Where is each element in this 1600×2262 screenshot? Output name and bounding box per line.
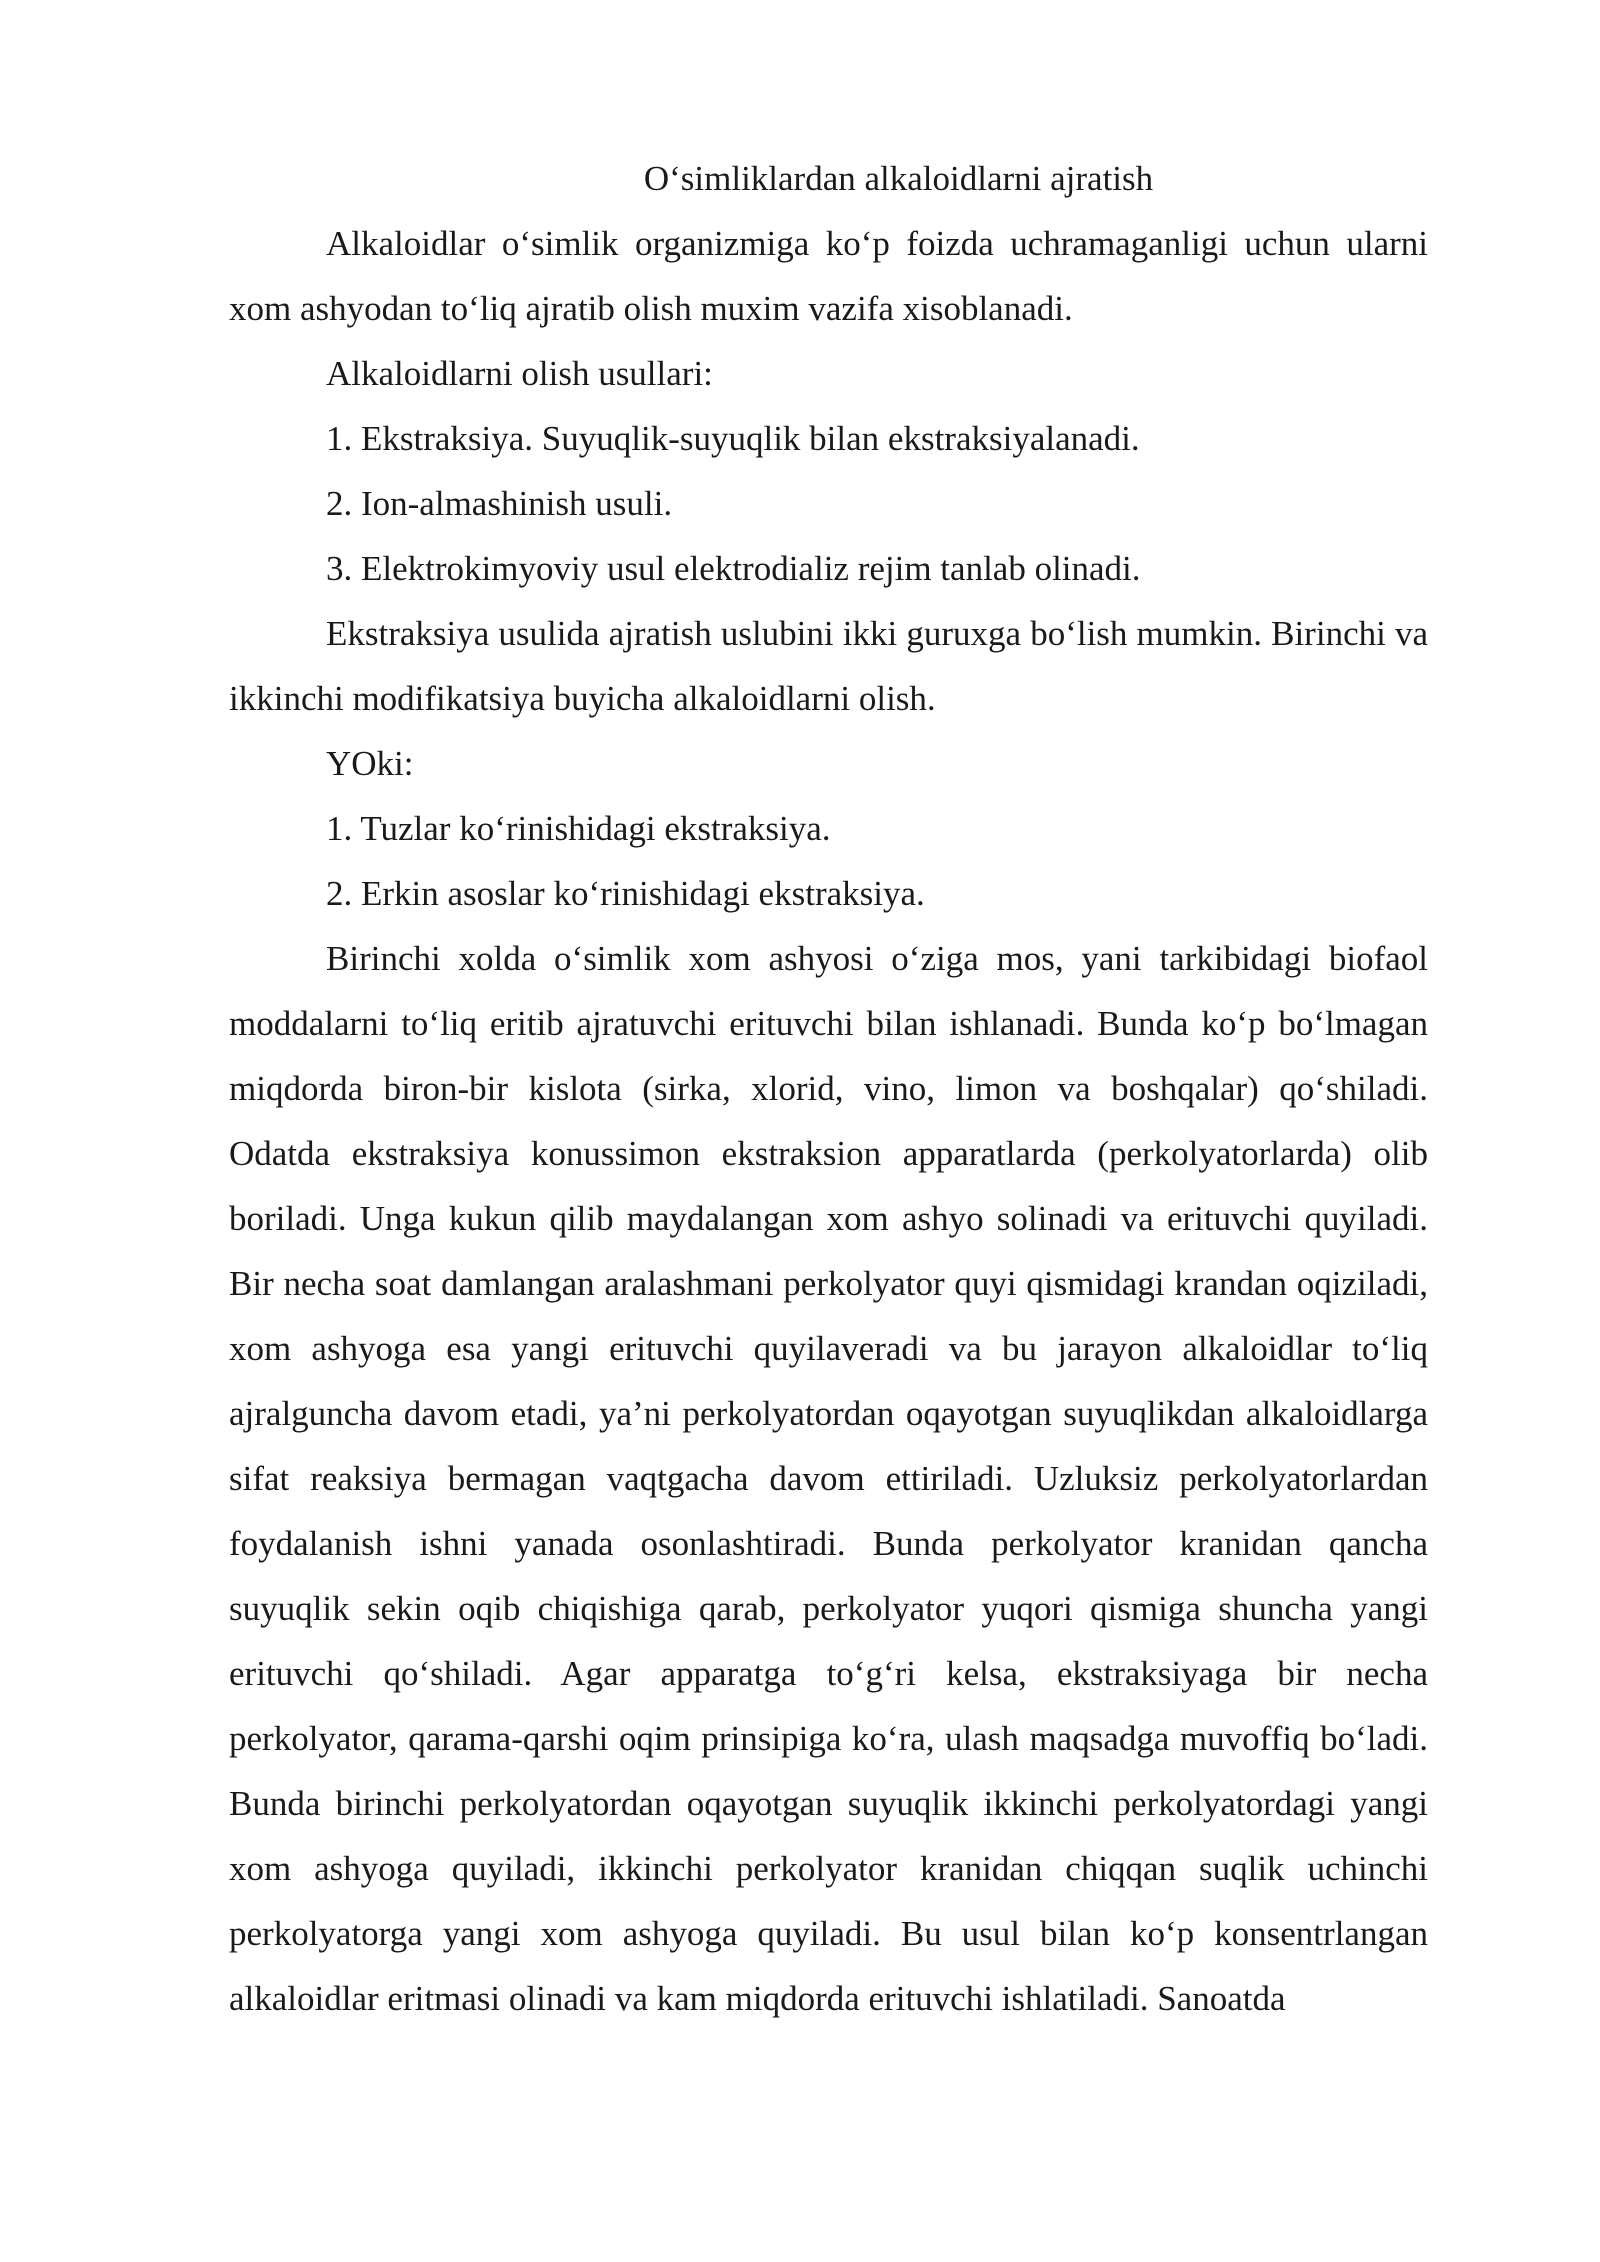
paragraph-methods-heading: Alkaloidlarni olish usullari: (326, 354, 713, 393)
document-title: O‘simliklardan alkaloidlarni ajratish (643, 159, 1154, 198)
paragraph-extraction-groups: Ekstraksiya usulida ajratish uslubini ikki guruxga bo‘lish mumkin. Birinchi va ikkinchi modifikatsiya buyicha alkaloidlarni olish. (229, 614, 1428, 718)
list-item-extraction-2: 2. Erkin asoslar ko‘rinishidagi ekstraksiya. (326, 874, 925, 913)
list-item-method-1: 1. Ekstraksiya. Suyuqlik-suyuqlik bilan ekstraksiyalanadi. (326, 419, 1140, 458)
paragraph-or: YOki: (326, 744, 414, 783)
list-item-extraction-1: 1. Tuzlar ko‘rinishidagi ekstraksiya. (326, 809, 831, 848)
list-item-method-2: 2. Ion-almashinish usuli. (326, 484, 673, 523)
paragraph-intro: Alkaloidlar o‘simlik organizmiga ko‘p foizda uchramaganligi uchun ularni xom ashyodan to‘liq ajratib olish muxim vazifa xisoblanadi. (229, 224, 1428, 328)
document-body (229, 146, 1428, 2031)
paragraph-first-case: Birinchi xolda o‘simlik xom ashyosi o‘ziga mos, yani tarkibidagi biofaol moddalarni to‘liq eritib ajratuvchi erituvchi bilan ishlanadi. Bunda ko‘p bo‘lmagan miqdorda biron-bir kislota (sirka, xlorid, vino, limon va boshqalar) qo‘shiladi. Odatda ekstraksiya konussimon ekstraksion apparatlarda (perkolyatorlarda) olib boriladi. Unga kukun qilib maydalangan xom ashyo solinadi va erituvchi quyiladi. Bir necha soat damlangan aralashmani perkolyator quyi qismidagi krandan oqiziladi, xom ashyoga esa yangi erituvchi quyilaveradi va bu jarayon alkaloidlar to‘liq ajralguncha davom etadi, ya’ni perkolyatordan oqayotgan suyuqlikdan alkaloidlarga sifat reaksiya bermagan vaqtgacha davom ettiriladi. Uzluksiz perkolyatorlardan foydalanish ishni yanada osonlashtiradi. Bunda perkolyator kranidan qancha suyuqlik sekin oqib chiqishiga qarab, perkolyator yuqori qismiga shuncha yangi erituvchi qo‘shiladi. Agar apparatga to‘g‘ri kelsa, ekstraksiyaga bir necha perkolyator, qarama-qarshi oqim prinsipiga ko‘ra, ulash maqsadga muvoffiq bo‘ladi. Bunda birinchi perkolyatordan oqayotgan suyuqlik ikkinchi perkolyatordagi yangi xom ashyoga quyiladi, ikkinchi perkolyator kranidan chiqqan suqlik uchinchi perkolyatorga yangi xom ashyoga quyiladi. Bu usul bilan ko‘p konsentrlangan alkaloidlar eritmasi olinadi va kam miqdorda erituvchi ishlatiladi. Sanoatda (229, 939, 1428, 2018)
list-item-method-3: 3. Elektrokimyoviy usul elektrodializ rejim tanlab olinadi. (326, 549, 1141, 588)
